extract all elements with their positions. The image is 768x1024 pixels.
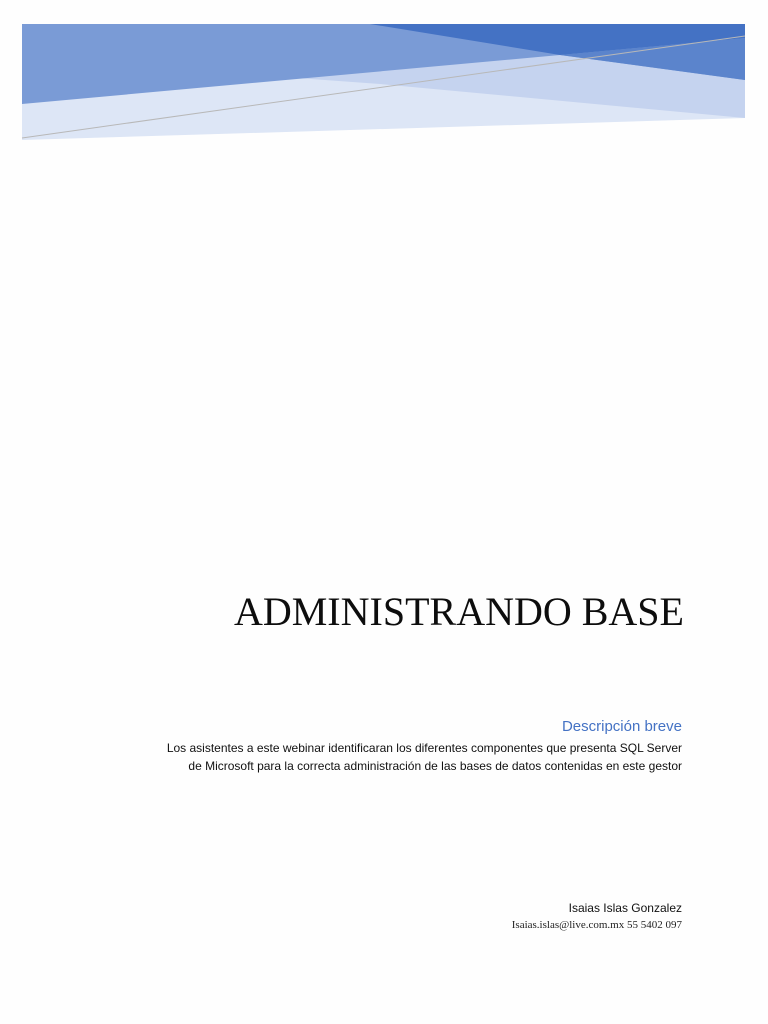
summary-text: Los asistentes a este webinar identificaran los diferentes componentes que presenta SQL Server de Microsoft para la correcta administración de las bases de datos contenidas en este gestor [166,741,682,773]
author-section [512,900,682,933]
header-banner [0,0,768,160]
document-title: ADMINISTRANDO BASE [233,589,684,634]
author-name: Isaias Islas Gonzalez [568,901,682,915]
summary-section [162,718,682,775]
summary-heading: Descripción breve [561,718,682,735]
author-contact: Isaias.islas@live.com.mx 55 5402 097 [511,919,682,931]
